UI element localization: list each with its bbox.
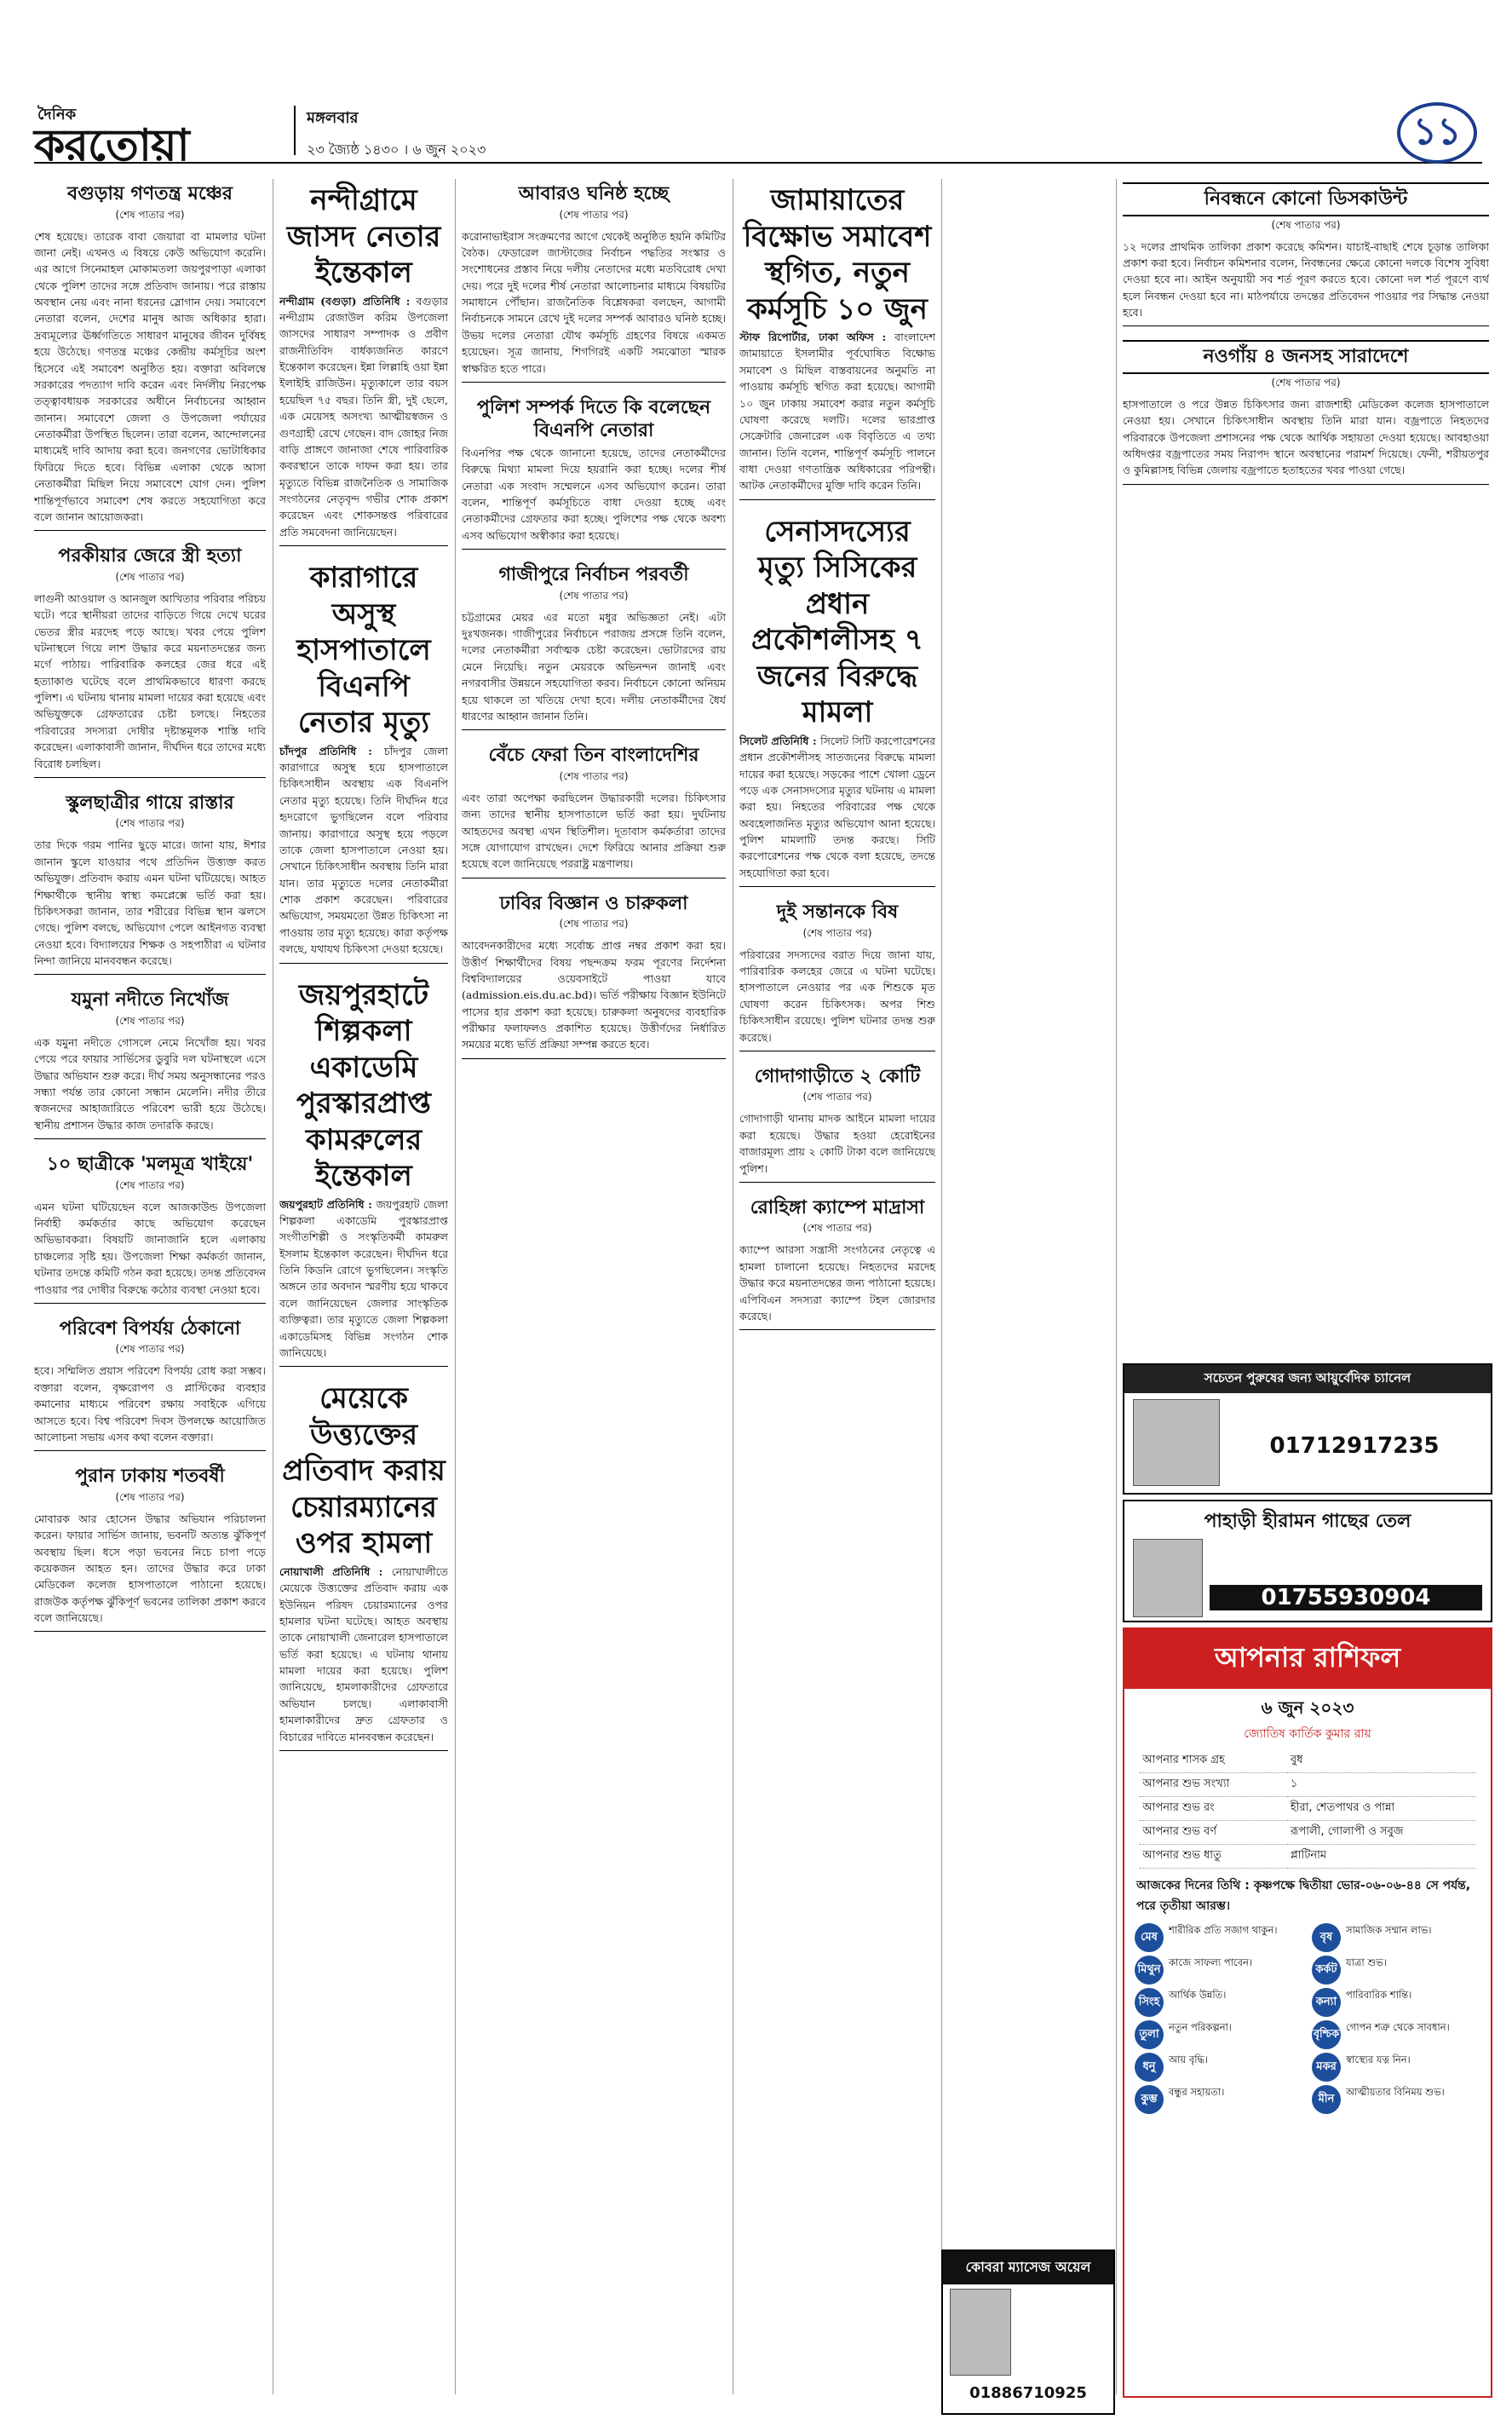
zodiac-item [1135,1923,1303,1952]
article [1123,340,1489,484]
column-2 [279,179,448,2394]
article [279,1380,448,1751]
zodiac-item [1312,2085,1480,2114]
article-divider [462,549,726,550]
article-continuation: (শেষ পাতার পর) [115,208,185,221]
zodiac-text: বন্ধুর সহায়তা। [1169,2086,1225,2098]
article-body [279,293,448,541]
lucky-label: আপনার শুভ বর্ণ [1139,1821,1287,1845]
article-text: নোয়াখালীতে মেয়েকে উত্ত্যক্তের প্রতিবাদ করায় এক ইউনিয়ন পরিষদ চেয়ারম্যানের ওপর হামলার ঘটনা ঘটেছে। আহত অবস্থায় তাকে নোয়াখালী জেনারেল হাসপাতালে ভর্তি করা হয়েছে। এ ঘটনায় থানায় মামলা দায়ের করা হয়েছে। পুলিশ জানিয়েছে, হামলাকারীদের গ্রেফতারে অভিযান চলছে। এলাকাবাসী হামলাকারীদের দ্রুত গ্রেফতার ও বিচারের দাবিতে মানববন্ধন করেছেন। [279,1564,448,1743]
article-text: বিএনপির পক্ষ থেকে জানানো হয়েছে, তাদের নেতাকর্মীদের বিরুদ্ধে মিথ্যা মামলা দিয়ে হয়রানি করা হচ্ছে। দলের শীর্ষ নেতারা এক সংবাদ সম্মেলনে এসব অভিযোগ করেন। তারা বলেন, শান্তিপূর্ণ কর্মসূচিতে বাধা দেওয়া হচ্ছে এবং নেতাকর্মীদের গ্রেফতার করা হচ্ছে। পুলিশের পক্ষ থেকে অবশ্য এসব অভিযোগ অস্বীকার করা হয়েছে। [462,446,726,542]
article-headline: বগুড়ায় গণতন্ত্র মঞ্চের [66,182,233,205]
ad-cobra-oil [941,2250,1115,2415]
lucky-label: আপনার শুভ সংখ্যা [1139,1773,1287,1797]
ad-phone: 01712917235 [1269,1433,1440,1459]
article-dateline: চাঁদপুর প্রতিনিধি : [279,744,384,758]
column-1 [34,179,266,2394]
zodiac-text: স্বাস্থ্যের যত্ন নিন। [1346,2054,1411,2065]
zodiac-icon: কর্কট [1312,1956,1341,1985]
article [279,182,448,546]
article-headline: কারাগারে অসুস্থ হাসপাতালে বিএনপি নেতার মৃত্যু [296,561,431,740]
column-rule [1116,179,1117,2394]
article-body [739,1110,935,1177]
article-continuation: (শেষ পাতার পর) [802,926,872,939]
article-text: তার দিকে গরম পানির ছুড়ে মারে। জানা যায়, ঈশার জানান স্কুলে যাওয়ার পথে প্রতিদিন উত্ত্যক্ত করত অভিযুক্ত। প্রতিবাদ করায় এমন ঘটনা ঘটিয়েছে। আহত শিক্ষার্থীকে স্থানীয় স্বাস্থ্য কমপ্লেক্সে ভর্তি করা হয়। চিকিৎসকরা জানান, তার শরীরের বিভিন্ন স্থান ঝলসে গেছে। পুলিশ বলছে, অভিযোগ পেলে আইনগত ব্যবস্থা নেওয়া হবে। বিদ্যালয়ের শিক্ষক ও সহপাঠীরা এ ঘটনার নিন্দা জানিয়ে মানববন্ধন করেছে। [34,838,266,967]
ad-title: পাহাড়ী হীরামন গাছের তেল [1204,1511,1411,1532]
masthead [34,102,1482,171]
article [739,901,935,1051]
article [462,563,726,730]
zodiac-text: সামাজিক সম্মান লাভ। [1346,1924,1432,1936]
article-body [462,228,726,377]
article-body [34,1511,266,1627]
article-body [739,947,935,1046]
zodiac-item [1135,2085,1303,2114]
article-text: এবং তারা অপেক্ষা করছিলেন উদ্ধারকারী দলের। চিকিৎসার জন্য তাদের স্থানীয় হাসপাতালে ভর্তি করা হয়। দুর্ঘটনায় আহতদের অবস্থা এখন স্থিতিশীল। দূতাবাস কর্মকর্তারা তাদের সঙ্গে যোগাযোগ রাখছেন। দেশে ফিরিয়ে আনার প্রক্রিয়া শুরু হয়েছে বলে জানিয়েছে পররাষ্ট্র মন্ত্রণালয়। [462,791,726,871]
article-divider [34,1631,266,1632]
zodiac-icon: সিংহ [1135,1988,1164,2017]
lucky-row [1139,1773,1476,1797]
article-headline: পুরান ঢাকায় শতবর্ষী [75,1465,225,1488]
article-text: চট্টগ্রামের মেয়র এর মতো মধুর অভিজ্ঞতা নেই। এটা দুঃখজনক। গাজীপুরের নির্বাচনে পরাজয় প্রসঙ্গে তিনি বলেন, দলের নেতাকর্মীরা সর্বাত্মক চেষ্টা করেছেন। ভোটারদের রায় মেনে নিয়েছি। নতুন মেয়রকে অভিনন্দন জানাই এবং নগরবাসীর উন্নয়নে সহযোগিতা করব। নির্বাচনে কোনো অনিয়ম হয়ে থাকলে তা খতিয়ে দেখা হবে। দলীয় নেতাকর্মীদের ধৈর্য ধারণের আহ্বান জানান তিনি। [462,610,726,723]
article-text: ১২ দলের প্রাথমিক তালিকা প্রকাশ করেছে কমিশন। যাচাই-বাছাই শেষে চূড়ান্ত তালিকা প্রকাশ করা হবে। নির্বাচন কমিশনার বলেন, নিবন্ধনের ক্ষেত্রে কোনো দলকে বিশেষ সুবিধা দেওয়া হবে না। আইন অনুযায়ী সব শর্ত পূরণ করতে হবে। কোনো দল শর্ত পূরণে ব্যর্থ হলে নিবন্ধন দেওয়া হবে না। মাঠপর্যায়ে তদন্তের প্রতিবেদন পাওয়ার পর সিদ্ধান্ত নেওয়া হবে। [1123,239,1489,319]
article-dateline: স্টাফ রিপোর্টার, ঢাকা অফিস : [739,331,895,343]
article-divider [1123,325,1489,326]
zodiac-text: আয় বৃদ্ধি। [1169,2054,1209,2065]
article [462,744,726,878]
article-text: শেষ হয়েছে। তারেক বাবা জেয়ারা বা মামলার ঘটনা জানা নেই। এখনও এ বিষয়ে কেউ অভিযোগ করেনি। এর আগে সিনেমাহল মোকামতলা জয়পুরপাড়া এলাকা থেকে পুলিশ তাদের সঙ্গে প্রতিবাদ জানায়। পরে রাস্তায় অবস্থান নেয় এবং নানা ধরনের স্লোগান দেয়। সমাবেশে নেতারা বলেন, দেশের মানুষ আজ অধিকার হারা। দ্রব্যমূল্যের ঊর্ধ্বগতিতে সাধারণ মানুষের জীবন দুর্বিষহ হয়ে উঠেছে। গণতন্ত্র মঞ্চের কেন্দ্রীয় কর্মসূচির অংশ হিসেবে এই সমাবেশ অনুষ্ঠিত হয়। বক্তারা অবিলম্বে সরকারের পদত্যাগ দাবি করেন এবং নির্দলীয় নিরপেক্ষ তত্ত্বাবধায়ক সরকারের অধীনে নির্বাচনের আহ্বান জানান। সমাবেশে জেলা ও উপজেলা পর্যায়ের নেতাকর্মীরা উপস্থিত ছিলেন। তারা বলেন, আন্দোলনের মাধ্যমেই দাবি আদায় করা হবে। জনগণের ভোটাধিকার ফিরিয়ে দিতে হবে। বিভিন্ন এলাকা থেকে আসা নেতাকর্মীরা মিছিল নিয়ে সমাবেশে যোগ দেন। পুলিশ শান্তিপূর্ণভাবে সমাবেশ শেষ করতে সহযোগিতা করে বলে জানান আয়োজকরা। [34,229,266,523]
zodiac-list [1135,1923,1480,2114]
zodiac-text: শারীরিক প্রতি সজাগ থাকুন। [1169,1924,1278,1936]
article-text: ক্যাম্পে আরসা সন্ত্রাসী সংগঠনের নেতৃত্বে এ হামলা চালানো হয়েছে। নিহতদের মরদেহ উদ্ধার করে ময়নাতদন্তের জন্য পাঠানো হয়েছে। এপিবিএন সদস্যরা ক্যাম্পে টহল জোরদার করেছে। [739,1243,935,1322]
article-continuation: (শেষ পাতার পর) [115,817,185,830]
tithi-text: আজকের দিনের তিথি : কৃষ্ণপক্ষে দ্বিতীয়া ভোর-০৬-০৬-৪৪ সে পর্যন্ত, পরে তৃতীয়া আরম্ভ। [1136,1879,1471,1913]
lucky-value: রূপালী, গোলাপী ও সবুজ [1287,1821,1476,1845]
zodiac-item [1312,1923,1480,1952]
zodiac-icon: তুলা [1135,2020,1164,2049]
page-number: ১১ [1397,102,1477,164]
article [739,182,935,500]
article-divider [34,1303,266,1304]
zodiac-text: আর্থিক উন্নতি। [1169,1989,1227,2001]
article [462,182,726,383]
zodiac-item [1135,2020,1303,2049]
article [34,544,266,778]
article-headline: নিবন্ধনে কোনো ডিসকাউন্ট [1123,182,1489,216]
article [279,977,448,1368]
lucky-value: হীরা, শেতপাথর ও পান্না [1287,1797,1476,1821]
article [739,514,935,887]
article-continuation: (শেষ পাতার পর) [802,1222,872,1235]
article-body [462,937,726,1053]
article-text: মোবারক আর হোসেন উদ্ধার অভিযান পরিচালনা করেন। ফায়ার সার্ভিস জানায়, ভবনটি অত্যন্ত ঝুঁকিপূর্ণ অবস্থায় ছিল। ধসে পড়া ভবনের নিচে চাপা পড়ে কয়েকজন আহত হন। তাদের উদ্ধার করে ঢাকা মেডিকেল কলেজ হাসপাতালে পাঠানো হয়েছে। রাজউক কর্তৃপক্ষ ঝুঁকিপূর্ণ ভবনের তালিকা প্রকাশ করবে বলে জানিয়েছে। [34,1512,266,1624]
article-headline: গাজীপুরে নির্বাচন পরবর্তী [498,563,689,586]
article-dateline: সিলেট প্রতিনিধি : [739,734,821,747]
article-continuation: (শেষ পাতার পর) [1271,376,1341,389]
article-dateline: নন্দীগ্রাম (বগুড়া) প্রতিনিধি : [279,294,417,308]
article-body [34,1199,266,1298]
article-body [279,1564,448,1745]
newspaper-logo [34,102,290,171]
article-continuation: (শেষ পাতার পর) [559,208,629,221]
zodiac-item [1135,1956,1303,1985]
masthead-date [307,106,486,162]
zodiac-icon: মকর [1312,2053,1341,2082]
article-divider [462,382,726,383]
astrologer-name: জ্যোতিষ কার্তিক কুমার রায় [1244,1727,1371,1741]
zodiac-icon: কন্যা [1312,1988,1341,2017]
article-text: জয়পুরহাট জেলা শিল্পকলা একাডেমি পুরস্কারপ্রাপ্ত সংগীতশিল্পী ও সংস্কৃতিকর্মী কামরুল ইসলাম ইন্তেকাল করেছেন। দীর্ঘদিন ধরে তিনি কিডনি রোগে ভুগছিলেন। সংস্কৃতি অঙ্গনে তার অবদান স্মরণীয় হয়ে থাকবে বলে জানিয়েছেন জেলার সাংস্কৃতিক ব্যক্তিত্বরা। তার মৃত্যুতে জেলা শিল্পকলা একাডেমিসহ বিভিন্ন সংগঠন শোক জানিয়েছে। [279,1197,448,1359]
article-headline: গোদাগাড়ীতে ২ কোটি [754,1064,921,1087]
lucky-table [1139,1749,1476,1869]
article-body [1123,239,1489,321]
article-dateline: জয়পুরহাট প্রতিনিধি : [279,1197,377,1211]
article-headline: নওগাঁয় ৪ জনসহ সারাদেশে [1123,340,1489,374]
article-headline: মেয়েকে উত্ত্যক্তের প্রতিবাদ করায় চেয়ারম্যানের ওপর হামলা [282,1381,446,1561]
zodiac-text: যাত্রা শুভ। [1346,1956,1387,1968]
zodiac-icon: বৃশ্চিক [1312,2020,1341,2049]
article-text: লাগুনী আওয়াল ও আনজুল আখিতার পরিবার পরিচয় ঘটে। পরে স্থানীয়রা তাদের বাড়িতে গিয়ে দেখে ঘরের ভেতর স্ত্রীর মরদেহ পড়ে আছে। খবর পেয়ে পুলিশ ঘটনাস্থলে গিয়ে লাশ উদ্ধার করে ময়নাতদন্তের জন্য মর্গে পাঠায়। পারিবারিক কলহের জের ধরে এই হত্যাকাণ্ড ঘটেছে বলে প্রাথমিকভাবে ধারণা করছে পুলিশ। এ ঘটনায় থানায় মামলা দায়ের করা হয়েছে এবং অভিযুক্তকে গ্রেফতারের চেষ্টা চলছে। নিহতের পরিবারের সদস্যরা দোষীর দৃষ্টান্তমূলক শাস্তি দাবি করেছেন। এলাকাবাসী জানান, দীর্ঘদিন ধরে তাদের মধ্যে বিরোধ চলছিল। [34,591,266,770]
article-continuation: (শেষ পাতার পর) [802,1091,872,1103]
article [34,1465,266,1632]
article [462,396,726,550]
article-divider [279,1366,448,1367]
ad-image [1133,1399,1220,1486]
ad-image [950,2289,1011,2376]
article-text: বাংলাদেশ জামায়াতে ইসলামীর পূর্বঘোষিত বিক্ষোভ সমাবেশ ও মিছিল বাস্তবায়নের অনুমতি না পাওয়ায় কর্মসূচি স্থগিত করা হয়েছে। আগামী ১০ জুন ঢাকায় সমাবেশ করার নতুন কর্মসূচি ঘোষণা করেছে দলটি। দলের ভারপ্রাপ্ত সেক্রেটারি জেনারেল এক বিবৃতিতে এ তথ্য জানান। তিনি বলেন, শান্তিপূর্ণ কর্মসূচি পালনে বাধা দেওয়া গণতান্ত্রিক অধিকারের পরিপন্থী। আটক নেতাকর্মীদের মুক্তি দাবি করেন তিনি। [739,331,935,493]
article-divider [739,1182,935,1183]
column-rule [941,179,942,2394]
article [739,1196,935,1330]
article [34,1317,266,1451]
lucky-label: আপনার শাসক গ্রহ [1139,1749,1287,1773]
article-continuation: (শেষ পাতার পর) [115,1014,185,1027]
article-headline: স্কুলছাত্রীর গায়ে রাস্তার [66,791,234,814]
ad-phone: 01755930904 [1210,1585,1482,1610]
article-headline: জয়পুরহাটে শিল্পকলা একাডেমি পুরস্কারপ্রাপ্ত কামরুলের ইন্তেকাল [296,977,432,1193]
ad-phone: 01886710925 [969,2384,1087,2402]
horoscope-box [1123,1627,1492,2398]
article-continuation: (শেষ পাতার পর) [559,769,629,782]
article-body [34,590,266,772]
article [34,988,266,1139]
ad-image [1133,1539,1203,1617]
article [34,1153,266,1304]
ad-title: কোবরা ম্যাসেজ অয়েল [943,2251,1113,2284]
zodiac-item [1312,1988,1480,2017]
article-body [34,1362,266,1445]
column-5 [1123,179,1489,1355]
article [34,792,266,976]
zodiac-text: পারিবারিক শান্তি। [1346,1989,1412,2001]
zodiac-text: নতুন পরিকল্পনা। [1169,2021,1233,2033]
article-headline: ১০ ছাত্রীকে 'মলমূত্র খাইয়ে' [46,1153,254,1176]
article-body [462,609,726,725]
article-text: আবেদনকারীদের মধ্যে সর্বোচ্চ প্রাপ্ত নম্বর প্রকাশ করা হয়। উত্তীর্ণ শিক্ষার্থীদের বিষয় পছন্দক্রম ফরম পূরণের নির্দেশনা বিশ্ববিদ্যালয়ের ওয়েবসাইটে পাওয়া যাবে (admission.eis.du.ac.bd)। ভর্তি পরীক্ষায় বিজ্ঞান ইউনিটে পাসের হার প্রকাশ করা হয়েছে। চারুকলা অনুষদের ব্যবহারিক পরীক্ষার ফলাফলও প্রকাশিত হয়েছে। উত্তীর্ণদের নির্ধারিত সময়ের মধ্যে ভর্তি প্রক্রিয়া সম্পন্ন করতে হবে। [462,939,726,1051]
article-text: করোনাভাইরাস সংক্রমণের আগে থেকেই অনুষ্ঠিত হয়নি কমিটির বৈঠক। ফেডারেল জাস্টাজের নির্বাচন পদ্ধতির সংস্কার ও সংশোধনের প্রস্তাব নিয়ে দলীয় নেতাদের মধ্যে মতবিরোধ দেখা দেয়। পরে দুই দলের শীর্ষ নেতারা আলোচনার মাধ্যমে বিষয়টির সমাধানে পৌঁছান। রাজনৈতিক বিশ্লেষকরা বলছেন, আগামী নির্বাচনকে সামনে রেখে দুই দলের সম্পর্ক আবারও ঘনিষ্ঠ হচ্ছে। উভয় দলের নেতারা যৌথ কর্মসূচি গ্রহণের বিষয়ে একমত হয়েছেন। সূত্র জানায়, শিগগিরই একটি সমঝোতা স্মারক স্বাক্ষরিত হতে পারে। [462,229,726,375]
article [462,892,726,1059]
article-body [34,228,266,526]
zodiac-text: কাজে সাফল্য পাবেন। [1169,1956,1252,1968]
ad-title: সচেতন পুরুষের জন্য আয়ুর্বেদিক চ্যানেল [1124,1365,1491,1393]
article-headline: জামায়াতের বিক্ষোভ সমাবেশ স্থগিত, নতুন কর্মসূচি ১০ জুন [743,183,932,326]
article-headline: যমুনা নদীতে নিখোঁজ [71,988,229,1011]
ad-ayurvedic [1123,1363,1492,1495]
article-body [34,1034,266,1133]
article-divider [739,499,935,500]
zodiac-item [1312,2053,1480,2082]
article-divider [34,974,266,975]
article-headline: নন্দীগ্রামে জাসদ নেতার ইন্তেকাল [286,183,441,290]
issue-date: ২৩ জ্যৈষ্ঠ ১৪৩০ । ৬ জুন ২০২৩ [307,141,486,158]
article-body [739,1241,935,1324]
article-divider [34,1138,266,1139]
lucky-label: আপনার শুভ রং [1139,1797,1287,1821]
article [739,1065,935,1183]
article-body [34,837,266,969]
horoscope-title: আপনার রাশিফল [1124,1629,1491,1689]
article-body [462,790,726,873]
zodiac-icon: ধনু [1135,2053,1164,2082]
zodiac-icon: বৃষ [1312,1923,1341,1952]
zodiac-icon: মিথুন [1135,1956,1164,1985]
zodiac-text: আত্মীয়তার বিনিময় শুভ। [1346,2086,1445,2098]
article-body [462,445,726,544]
column-3 [462,179,726,2224]
article-text: হাসপাতালে ও পরে উন্নত চিকিৎসার জন্য রাজশাহী মেডিকেল কলেজ হাসপাতালে নেওয়া হয়। সেখানে চিকিৎসাধীন অবস্থায় তিনি মারা যান। বজ্রপাতে নিহতদের পরিবারকে উপজেলা প্রশাসনের পক্ষ থেকে আর্থিক সহায়তা দেওয়া হয়েছে। আবহাওয়া অধিদপ্তর বজ্রপাতের সময় নিরাপদ স্থানে অবস্থানের পরামর্শ দিয়েছে। ফেনী, শরীয়তপুর ও কুমিল্লাসহ বিভিন্ন জেলায় বজ্রপাতে হতাহতের খবর পাওয়া গেছে। [1123,397,1489,477]
lucky-value: প্লাটিনাম [1287,1845,1476,1869]
article-divider [34,1450,266,1451]
article-divider [279,1750,448,1751]
article-headline: বেঁচে ফেরা তিন বাংলাদেশির [488,744,699,767]
lucky-value: ১ [1287,1773,1476,1797]
article-headline: ঢাবির বিজ্ঞান ও চারুকলা [499,891,688,914]
zodiac-icon: কুম্ভ [1135,2085,1164,2114]
article-continuation: (শেষ পাতার পর) [559,589,629,602]
zodiac-item [1135,2053,1303,2082]
weekday: মঙ্গলবার [307,109,359,127]
article-text: চাঁদপুর জেলা কারাগারে অসুস্থ হয়ে হাসপাতালে চিকিৎসাধীন অবস্থায় এক বিএনপি নেতার মৃত্যু হয়েছে। তিনি দীর্ঘদিন ধরে হৃদরোগে ভুগছিলেন বলে পরিবার জানায়। কারাগারে অসুস্থ হয়ে পড়লে তাকে জেলা হাসপাতালে নেওয়া হয়। সেখানে চিকিৎসাধীন অবস্থায় তিনি মারা যান। তার মৃত্যুতে দলের নেতাকর্মীরা শোক প্রকাশ করেছেন। পরিবারের অভিযোগ, সময়মতো উন্নত চিকিৎসা না পাওয়ায় তার মৃত্যু হয়েছে। কারা কর্তৃপক্ষ বলছে, যথাযথ চিকিৎসা দেওয়া হয়েছে। [279,744,448,956]
article-divider [1123,484,1489,485]
article-continuation: (শেষ পাতার পর) [115,570,185,583]
ad-hiramon-oil [1123,1500,1492,1622]
article-text: এক যমুনা নদীতে গোসলে নেমে নিখোঁজ হয়। খবর পেয়ে পরে ফায়ার সার্ভিসের ডুবুরি দল ঘটনাস্থলে এসে উদ্ধার অভিযান শুরু করে। দীর্ঘ সময় অনুসন্ধানের পরও সন্ধ্যা পর্যন্ত তার কোনো সন্ধান মেলেনি। নদীর তীরে স্বজনদের আহাজারিতে পরিবেশ ভারী হয়ে উঠেছে। স্থানীয় প্রশাসন উদ্ধার কাজ তদারকি করছে। [34,1035,266,1132]
zodiac-item [1312,1956,1480,1985]
article-headline: পরকীয়ার জেরে স্ত্রী হত্যা [58,544,242,567]
article-headline: আবারও ঘনিষ্ঠ হচ্ছে [518,182,670,205]
article-divider [279,545,448,546]
article-headline: সেনাসদস্যের মৃত্যু সিসিকের প্রধান প্রকৌশলীসহ ৭ জনের বিরুদ্ধে মামলা [751,514,923,730]
article-headline: রোহিঙ্গা ক্যাম্পে মাদ্রাসা [750,1195,925,1218]
article-continuation: (শেষ পাতার পর) [1271,218,1341,231]
zodiac-item [1312,2020,1480,2049]
masthead-divider [294,106,296,155]
article-continuation: (শেষ পাতার পর) [115,1490,185,1503]
article-continuation: (শেষ পাতার পর) [115,1178,185,1191]
column-rule [455,179,456,2394]
article-divider [279,963,448,964]
article-divider [462,878,726,879]
article [1123,182,1489,326]
article-divider [462,1058,726,1059]
lucky-label: আপনার শুভ ধাতু [1139,1845,1287,1869]
article [279,560,448,963]
article-text: বগুড়ার নন্দীগ্রাম রেজাউল করিম উপজেলা জাসদের সাধারণ সম্পাদক ও প্রবীণ রাজনীতিবিদ বার্ধক্যজনিত কারণে ইন্তেকাল করেছেন। ইন্না লিল্লাহি ওয়া ইন্না ইলাইহি রাজিউন। মৃত্যুকালে তার বয়স হয়েছিল ৭৫ বছর। তিনি স্ত্রী, দুই ছেলে, এক মেয়েসহ অসংখ্য আত্মীয়স্বজন ও গুণগ্রাহী রেখে গেছেন। বাদ জোহর নিজ বাড়ি প্রাঙ্গণে জানাজা শেষে পারিবারিক কবরস্থানে তাকে দাফন করা হয়। তার মৃত্যুতে বিভিন্ন রাজনৈতিক ও সামাজিক সংগঠনের নেতৃবৃন্দ গভীর শোক প্রকাশ করেছেন এবং শোকসন্তপ্ত পরিবারের প্রতি সমবেদনা জানিয়েছেন। [279,294,448,539]
horoscope-date: ৬ জুন ২০২৩ [1261,1697,1354,1718]
lucky-row [1139,1749,1476,1773]
lucky-row [1139,1797,1476,1821]
article-continuation: (শেষ পাতার পর) [115,1343,185,1356]
article-body [279,1196,448,1362]
article-body [739,733,935,881]
article-continuation: (শেষ পাতার পর) [559,918,629,930]
column-4 [739,179,935,2241]
article-text: সিলেট সিটি করপোরেশনের প্রধান প্রকৌশলীসহ সাতজনের বিরুদ্ধে মামলা দায়ের করা হয়েছে। সড়কের পাশে খোলা ড্রেনে পড়ে এক সেনাসদস্যের মৃত্যুর ঘটনায় এ মামলা করা হয়। নিহতের পরিবারের পক্ষ থেকে অবহেলাজনিত মৃত্যুর অভিযোগ আনা হয়েছে। পুলিশ মামলাটি তদন্ত করছে। সিটি করপোরেশনের পক্ষ থেকে বলা হয়েছে, তদন্তে সহযোগিতা করা হবে। [739,734,935,879]
article-body [1123,396,1489,479]
article-text: এমন ঘটনা ঘটিয়েছেন বলে আজকাউন্ড উপজেলা নির্বাহী কর্মকর্তার কাছে অভিযোগ করেছেন অভিভাবকরা। বিষয়টি জানাজানি হলে এলাকায় চাঞ্চল্যের সৃষ্টি হয়। উপজেলা শিক্ষা কর্মকর্তা জানান, ঘটনার তদন্তে কমিটি গঠন করা হয়েছে। তদন্ত প্রতিবেদন পাওয়ার পর দোষীর বিরুদ্ধে কঠোর ব্যবস্থা নেওয়া হবে। [34,1200,266,1296]
article-divider [462,729,726,730]
lucky-value: বুধ [1287,1749,1476,1773]
zodiac-text: গোপন শত্রু থেকে সাবধান। [1346,2021,1450,2033]
lucky-row [1139,1845,1476,1869]
zodiac-icon: মীন [1312,2085,1341,2114]
article-body [279,743,448,958]
article-divider [34,777,266,778]
article-headline: পরিবেশ বিপর্যয় ঠেকানো [59,1316,241,1339]
article-headline: পুলিশ সম্পর্ক দিতে কি বলেছেন বিএনপি নেতারা [476,395,711,442]
article-text: হবে। সম্মিলিত প্রয়াস পরিবেশ বিপর্যয় রোধ করা সম্ভব। বক্তারা বলেন, বৃক্ষরোপণ ও প্লাস্টিকের ব্যবহার কমানোর মাধ্যমে পরিবেশ রক্ষায় সবাইকে এগিয়ে আসতে হবে। বিশ্ব পরিবেশ দিবস উপলক্ষে আয়োজিত আলোচনা সভায় এসব কথা বলেন বক্তারা। [34,1364,266,1443]
article-divider [739,886,935,887]
logo-small-text: দৈনিক [37,106,77,124]
article-text: পরিবারের সদস্যদের বরাত দিয়ে জানা যায়, পারিবারিক কলহের জেরে এ ঘটনা ঘটেছে। হাসপাতালে নেওয়ার পর এক শিশুকে মৃত ঘোষণা করেন চিকিৎসক। অপর শিশু চিকিৎসাধীন রয়েছে। পুলিশ ঘটনার তদন্ত শুরু করেছে। [739,948,935,1044]
zodiac-icon: মেষ [1135,1923,1164,1952]
zodiac-item [1135,1988,1303,2017]
article-divider [739,1329,935,1330]
lucky-row [1139,1821,1476,1845]
article-body [739,329,935,494]
article-divider [34,530,266,531]
article-dateline: নোয়াখালী প্রতিনিধি : [279,1564,392,1578]
logo-main-text: করতোয়া [34,119,189,171]
article [34,182,266,531]
article-headline: দুই সন্তানকে বিষ [776,901,899,924]
article-text: গোদাগাড়ী থানায় মাদক আইনে মামলা দায়ের করা হয়েছে। উদ্ধার হওয়া হেরোইনের বাজারমূল্য প্রায় ২ কোটি টাকা বলে জানিয়েছে পুলিশ। [739,1112,935,1175]
